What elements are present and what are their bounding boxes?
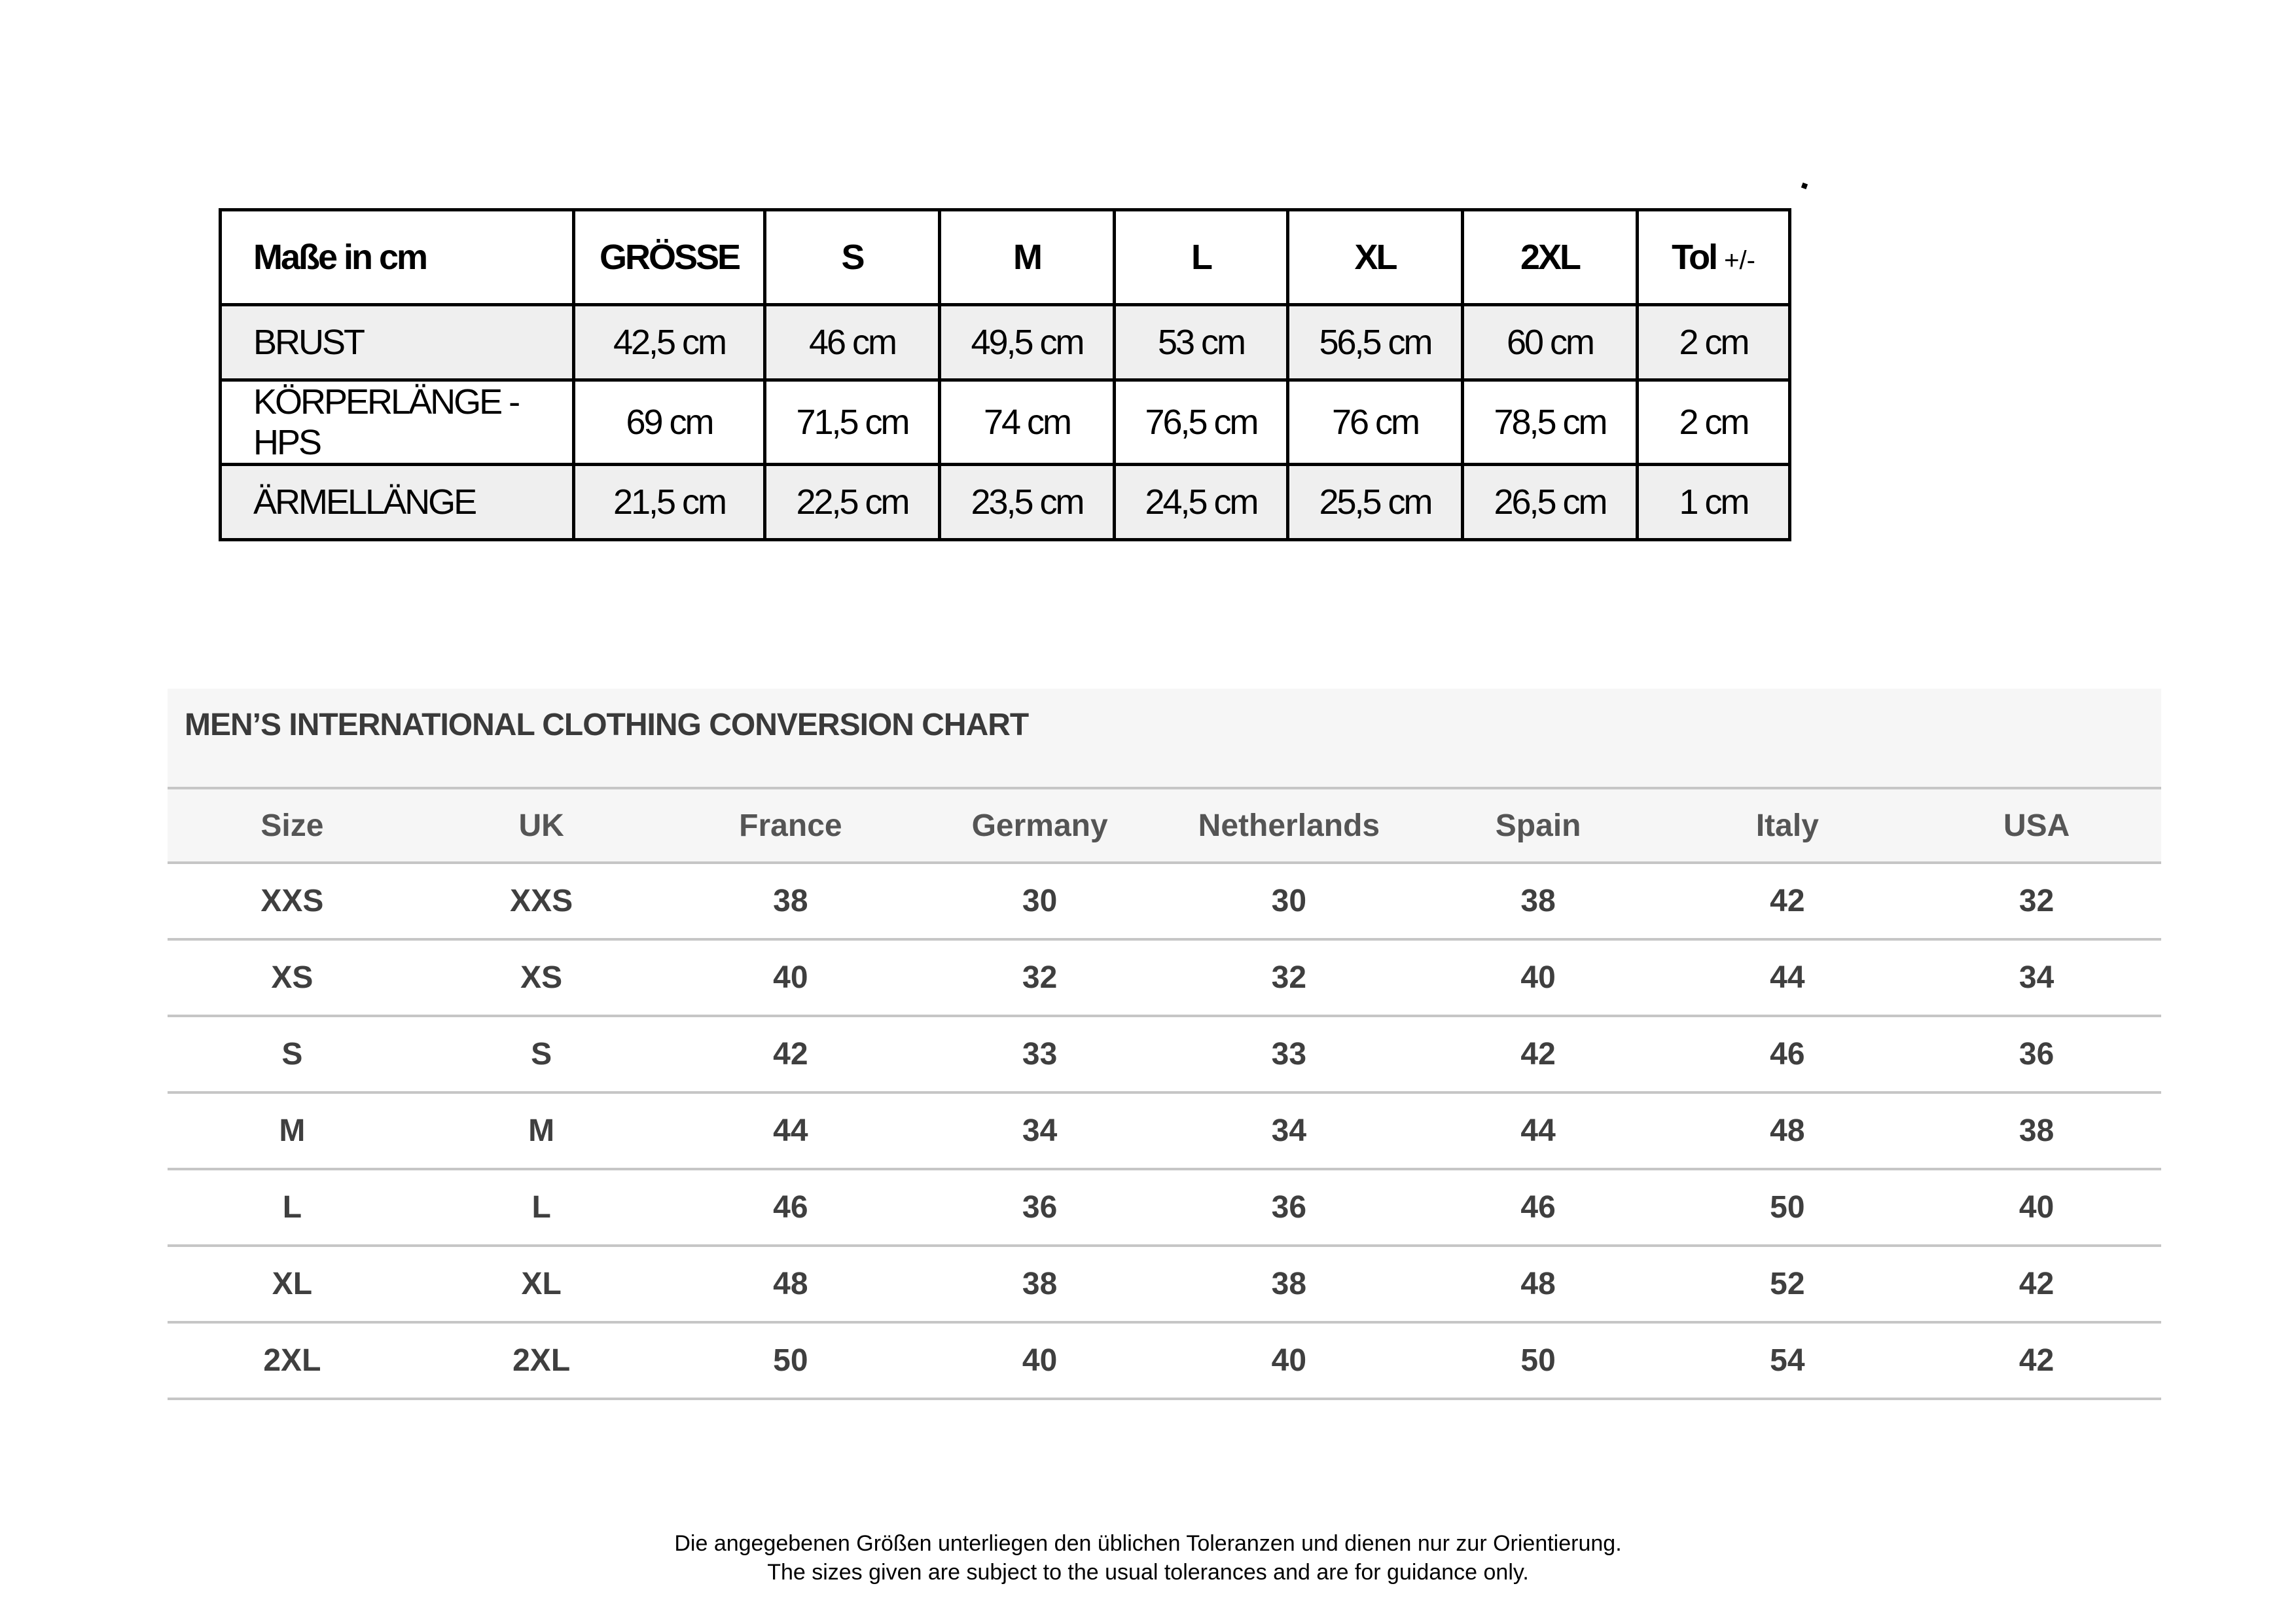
measurement-row-brust	[221, 305, 1790, 380]
measurement-cell: 53 cm	[1115, 305, 1288, 380]
conversion-chart-title: MEN’S INTERNATIONAL CLOTHING CONVERSION CHART	[185, 708, 1029, 742]
measurement-row-label: ÄRMELLÄNGE	[221, 465, 574, 540]
measurement-header-row	[221, 210, 1790, 305]
conversion-cell: 42	[1912, 1246, 2161, 1322]
measurement-tolerance-cell: 2 cm	[1638, 305, 1790, 380]
measurement-tolerance-cell: 1 cm	[1638, 465, 1790, 540]
conversion-cell: 40	[666, 939, 916, 1016]
conversion-table	[168, 787, 2161, 1400]
conversion-cell: S	[168, 1016, 417, 1092]
measurement-cell: 42,5 cm	[574, 305, 765, 380]
conversion-cell: 46	[1414, 1169, 1663, 1246]
conversion-header-row	[168, 788, 2161, 863]
conversion-column-header: Germany	[915, 788, 1164, 863]
conversion-cell: 36	[915, 1169, 1164, 1246]
conversion-row	[168, 1169, 2161, 1246]
measurement-cell: 69 cm	[574, 380, 765, 465]
measurement-cell: 21,5 cm	[574, 465, 765, 540]
measurement-cell: 56,5 cm	[1288, 305, 1463, 380]
measurement-row-label: BRUST	[221, 305, 574, 380]
measurement-cell: 60 cm	[1463, 305, 1638, 380]
tolerance-label: Tol	[1672, 238, 1717, 277]
measurement-cell: 24,5 cm	[1115, 465, 1288, 540]
measurement-header-size: S	[765, 210, 940, 305]
conversion-cell: 40	[915, 1322, 1164, 1399]
guidance-note-german: Die angegebenen Größen unterliegen den üblichen Toleranzen und dienen nur zur Orientierung.	[674, 1531, 1622, 1556]
size-measurement-table	[219, 208, 1791, 541]
conversion-cell: M	[168, 1092, 417, 1169]
conversion-cell: M	[417, 1092, 666, 1169]
conversion-cell: 44	[666, 1092, 916, 1169]
conversion-cell: 30	[1164, 863, 1414, 939]
conversion-row	[168, 939, 2161, 1016]
measurement-cell: 76 cm	[1288, 380, 1463, 465]
conversion-cell: 44	[1414, 1092, 1663, 1169]
conversion-column-header: Netherlands	[1164, 788, 1414, 863]
conversion-cell: L	[417, 1169, 666, 1246]
conversion-cell: 44	[1663, 939, 1912, 1016]
measurement-cell: 76,5 cm	[1115, 380, 1288, 465]
conversion-cell: XXS	[417, 863, 666, 939]
conversion-cell: 38	[1912, 1092, 2161, 1169]
conversion-column-header: Spain	[1414, 788, 1663, 863]
conversion-cell: 42	[1912, 1322, 2161, 1399]
conversion-cell: 50	[666, 1322, 916, 1399]
conversion-cell: 32	[1164, 939, 1414, 1016]
measurement-tolerance-cell: 2 cm	[1638, 380, 1790, 465]
conversion-cell: 38	[666, 863, 916, 939]
conversion-cell: L	[168, 1169, 417, 1246]
conversion-cell: XXS	[168, 863, 417, 939]
conversion-cell: 48	[666, 1246, 916, 1322]
conversion-cell: 42	[1414, 1016, 1663, 1092]
conversion-cell: XS	[168, 939, 417, 1016]
conversion-cell: S	[417, 1016, 666, 1092]
conversion-row	[168, 1246, 2161, 1322]
measurement-header-tolerance	[1638, 210, 1790, 305]
conversion-cell: 2XL	[417, 1322, 666, 1399]
conversion-cell: 50	[1663, 1169, 1912, 1246]
conversion-cell: XS	[417, 939, 666, 1016]
conversion-row	[168, 1322, 2161, 1399]
conversion-cell: 38	[915, 1246, 1164, 1322]
conversion-cell: 38	[1164, 1246, 1414, 1322]
measurement-cell: 78,5 cm	[1463, 380, 1638, 465]
measurement-header-size: XL	[1288, 210, 1463, 305]
measurement-header-label: Maße in cm	[221, 210, 574, 305]
conversion-chart-title-bar	[168, 689, 2161, 787]
conversion-row	[168, 863, 2161, 939]
conversion-cell: 48	[1663, 1092, 1912, 1169]
conversion-cell: 33	[1164, 1016, 1414, 1092]
conversion-cell: 40	[1912, 1169, 2161, 1246]
conversion-cell: 30	[915, 863, 1164, 939]
conversion-cell: 38	[1414, 863, 1663, 939]
measurement-cell: 49,5 cm	[940, 305, 1115, 380]
conversion-cell: 36	[1164, 1169, 1414, 1246]
measurement-cell: 22,5 cm	[765, 465, 940, 540]
conversion-chart	[168, 689, 2161, 1400]
measurement-row-koerperlaenge	[221, 380, 1790, 465]
conversion-cell: 40	[1164, 1322, 1414, 1399]
conversion-cell: 32	[1912, 863, 2161, 939]
measurement-cell: 26,5 cm	[1463, 465, 1638, 540]
guidance-note-english: The sizes given are subject to the usual tolerances and are for guidance only.	[767, 1560, 1529, 1585]
conversion-cell: 42	[666, 1016, 916, 1092]
conversion-column-header: Italy	[1663, 788, 1912, 863]
conversion-cell: 2XL	[168, 1322, 417, 1399]
conversion-row	[168, 1016, 2161, 1092]
measurement-cell: 23,5 cm	[940, 465, 1115, 540]
conversion-cell: XL	[168, 1246, 417, 1322]
measurement-cell: 74 cm	[940, 380, 1115, 465]
conversion-cell: 42	[1663, 863, 1912, 939]
measurement-row-aermellaenge	[221, 465, 1790, 540]
measurement-header-groesse: GRÖSSE	[574, 210, 765, 305]
conversion-cell: 46	[666, 1169, 916, 1246]
conversion-cell: XL	[417, 1246, 666, 1322]
stray-mark	[1801, 183, 1808, 189]
measurement-header-size: 2XL	[1463, 210, 1638, 305]
measurement-cell: 25,5 cm	[1288, 465, 1463, 540]
conversion-cell: 34	[1164, 1092, 1414, 1169]
conversion-row	[168, 1092, 2161, 1169]
guidance-note	[0, 1529, 2296, 1587]
measurement-cell: 71,5 cm	[765, 380, 940, 465]
conversion-cell: 36	[1912, 1016, 2161, 1092]
conversion-cell: 40	[1414, 939, 1663, 1016]
conversion-cell: 33	[915, 1016, 1164, 1092]
conversion-cell: 34	[1912, 939, 2161, 1016]
conversion-column-header: Size	[168, 788, 417, 863]
measurement-header-size: M	[940, 210, 1115, 305]
conversion-cell: 52	[1663, 1246, 1912, 1322]
measurement-row-label: KÖRPERLÄNGE -HPS	[221, 380, 574, 465]
conversion-column-header: UK	[417, 788, 666, 863]
conversion-cell: 34	[915, 1092, 1164, 1169]
conversion-cell: 46	[1663, 1016, 1912, 1092]
conversion-cell: 48	[1414, 1246, 1663, 1322]
tolerance-suffix: +/-	[1724, 246, 1755, 275]
conversion-cell: 50	[1414, 1322, 1663, 1399]
conversion-cell: 54	[1663, 1322, 1912, 1399]
conversion-column-header: USA	[1912, 788, 2161, 863]
conversion-cell: 32	[915, 939, 1164, 1016]
measurement-header-size: L	[1115, 210, 1288, 305]
conversion-column-header: France	[666, 788, 916, 863]
measurement-cell: 46 cm	[765, 305, 940, 380]
